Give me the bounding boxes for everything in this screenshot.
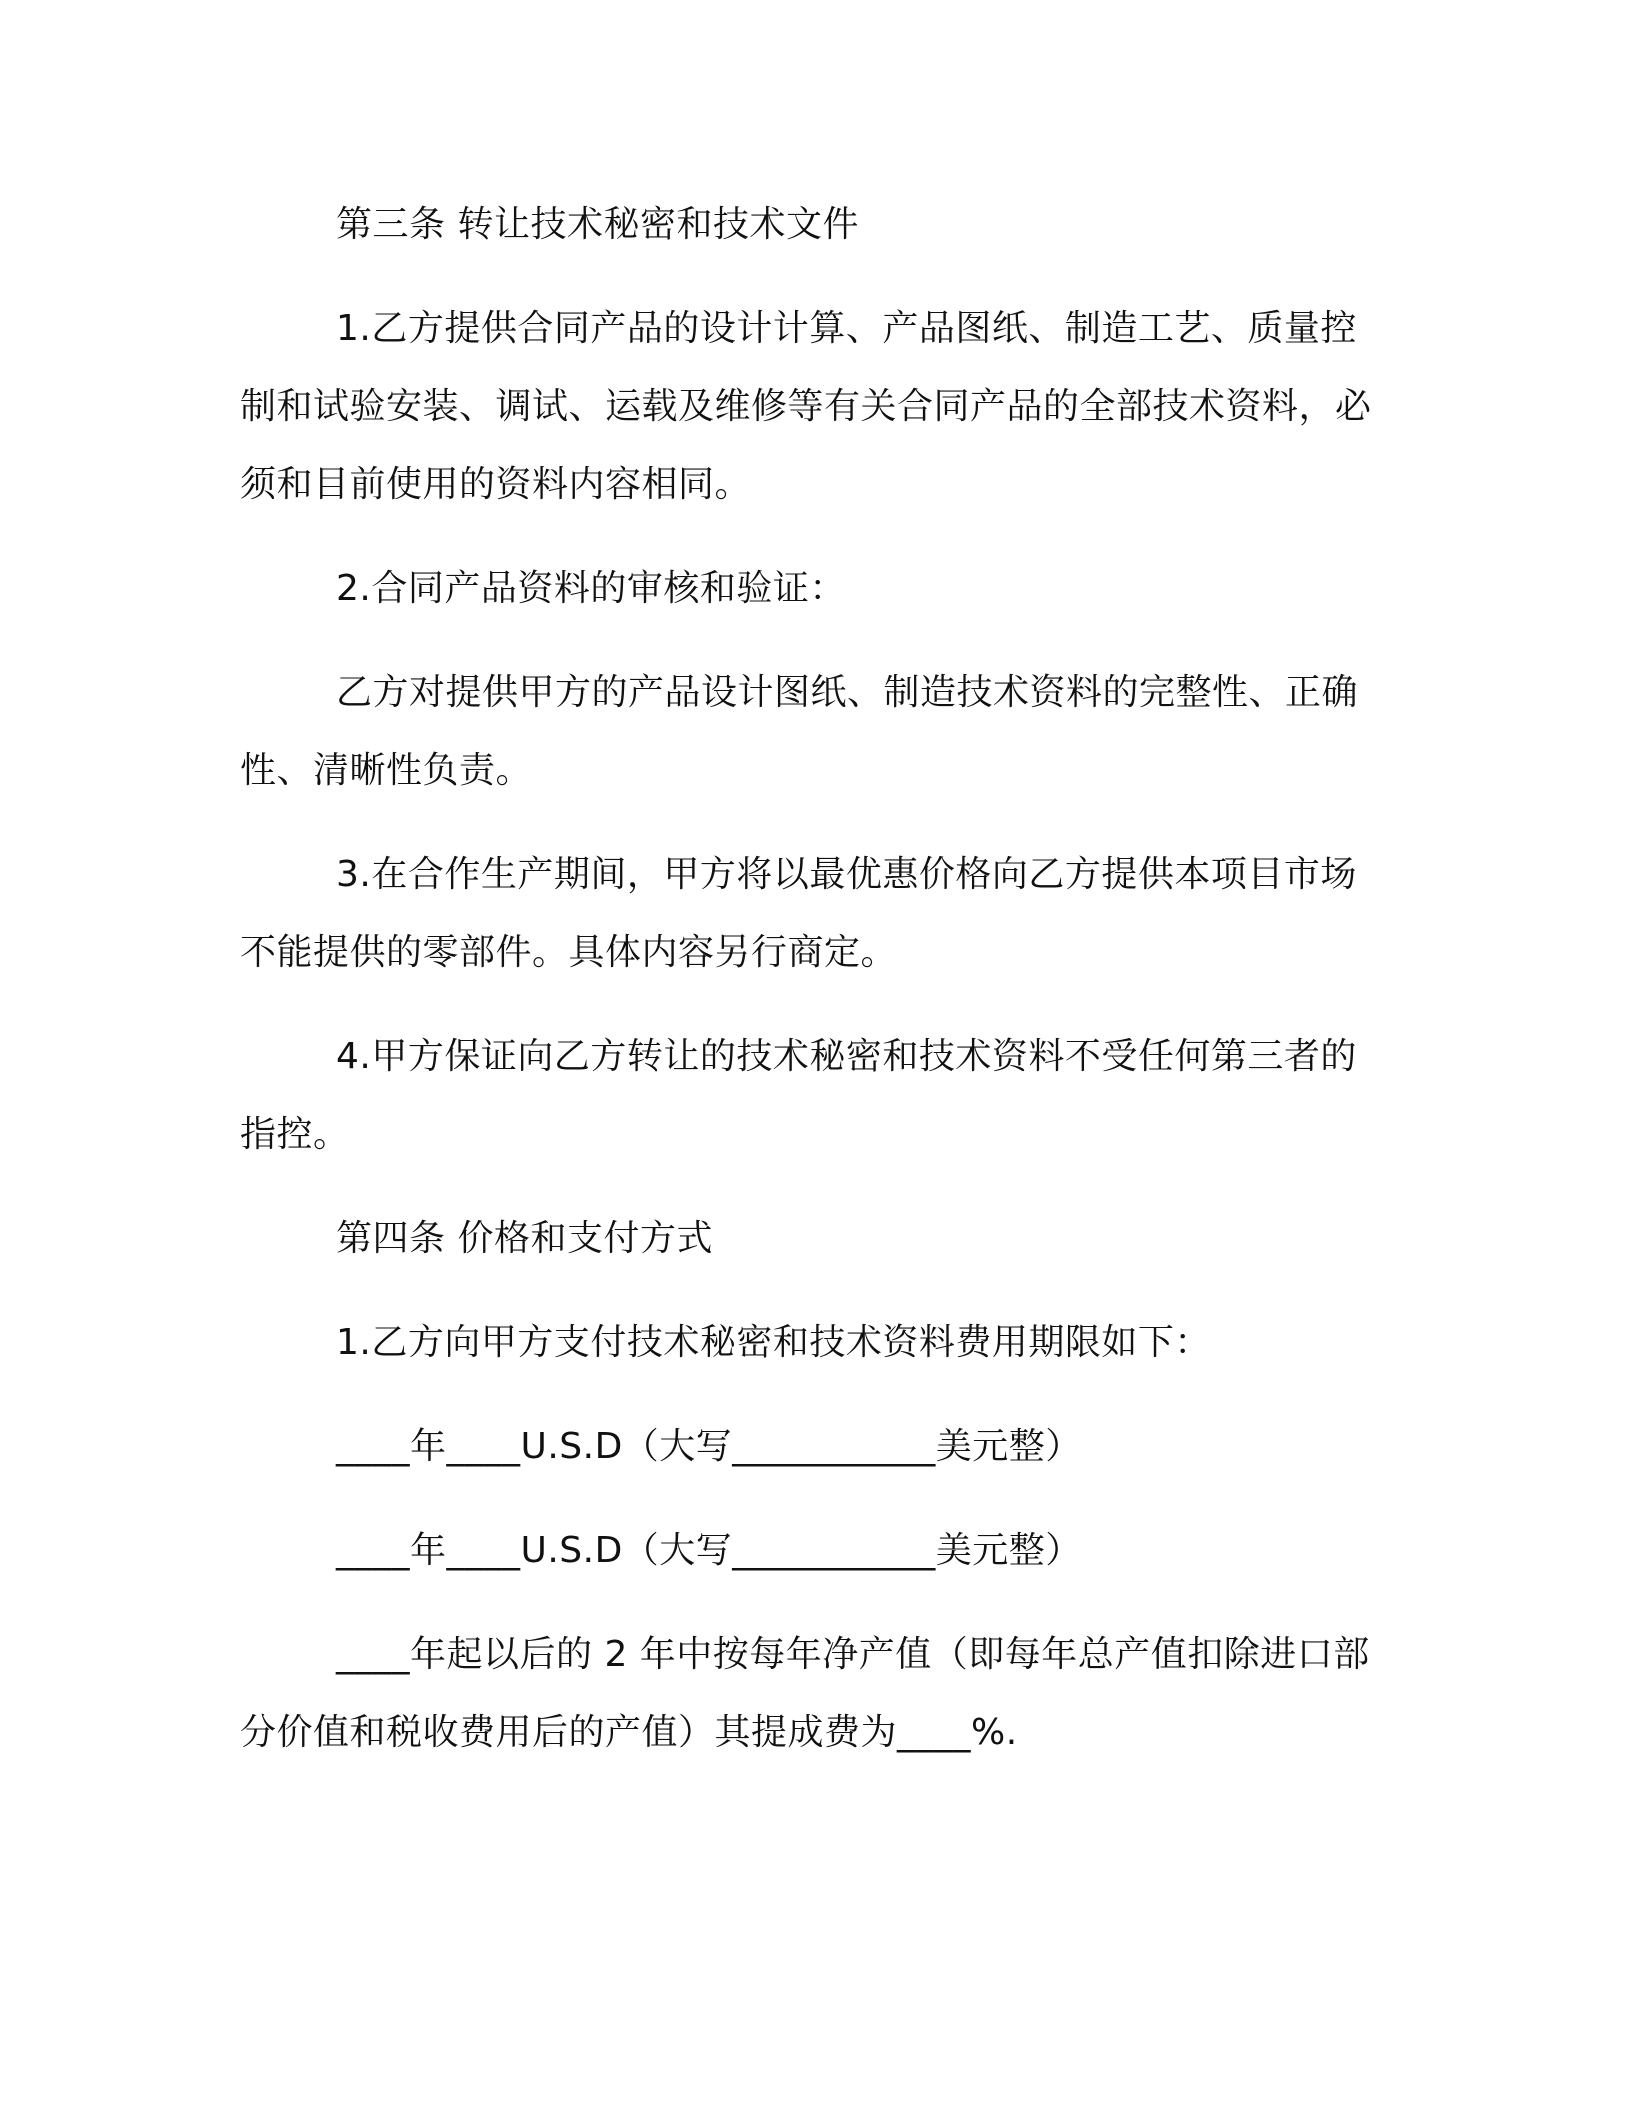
royalty-clause: ____年起以后的 2 年中按每年净产值（即每年总产值扣除进口部分价值和税收费用后的产值）其提成费为____%. [240, 1634, 1370, 1753]
article-3-clause-2: 2.合同产品资料的审核和验证： [336, 568, 846, 609]
article-4-heading: 第四条 价格和支付方式 [336, 1218, 713, 1259]
article-3-clause-3: 3.在合作生产期间，甲方将以最优惠价格向乙方提供本项目市场不能提供的零部件。具体内容另行商定。 [240, 854, 1357, 973]
document-body [240, 186, 1378, 1798]
article-3-heading: 第三条 转让技术秘密和技术文件 [336, 204, 859, 245]
article-3-clause-4: 4.甲方保证向乙方转让的技术秘密和技术资料不受任何第三者的指控。 [240, 1036, 1357, 1155]
article-3-clause-2-body: 乙方对提供甲方的产品设计图纸、制造技术资料的完整性、正确性、清晰性负责。 [240, 672, 1359, 791]
payment-line-2: ____年____U.S.D（大写___________美元整） [336, 1530, 1082, 1571]
payment-line-1: ____年____U.S.D（大写___________美元整） [336, 1426, 1082, 1467]
article-3-clause-1: 1.乙方提供合同产品的设计计算、产品图纸、制造工艺、质量控制和试验安装、调试、运载及维修等有关合同产品的全部技术资料，必须和目前使用的资料内容相同。 [240, 308, 1372, 505]
article-4-clause-1: 1.乙方向甲方支付技术秘密和技术资料费用期限如下： [336, 1322, 1211, 1363]
